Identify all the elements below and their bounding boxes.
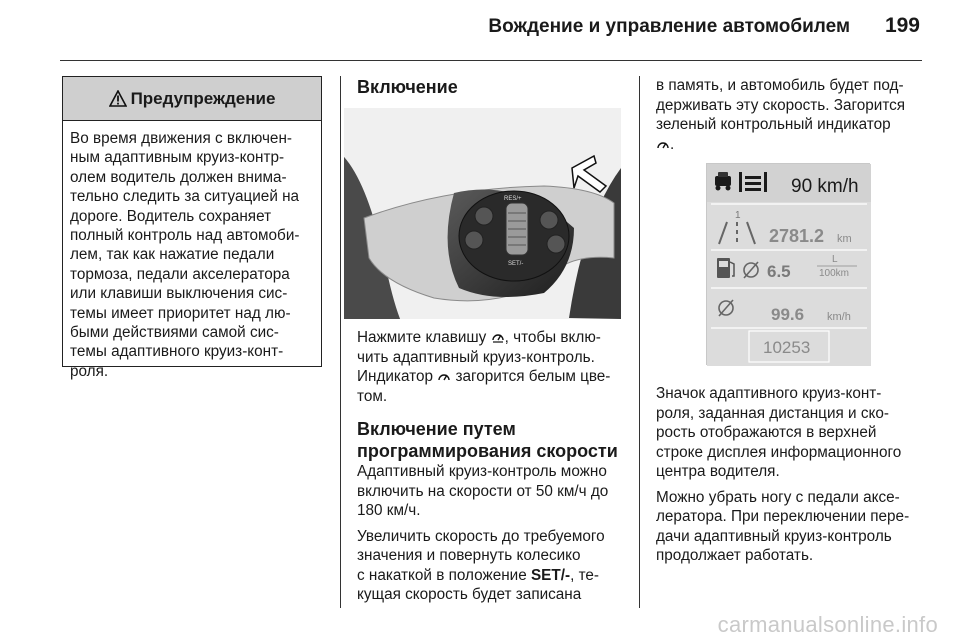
- text-span: включить на скорости от 50 км/ч до: [357, 482, 609, 500]
- warning-line: тельно следить за ситуацией на: [70, 188, 300, 206]
- warning-line: или клавиши выключения сис-: [70, 285, 288, 303]
- res-label: RES/+: [504, 196, 522, 202]
- warning-text: [63, 121, 321, 381]
- text-span: роля, заданная дистанция и ско-: [656, 404, 889, 422]
- text-span: Нажмите клавишу: [357, 329, 491, 346]
- text-span: , те-: [570, 566, 600, 584]
- display-consumption-unit-bottom: 100km: [819, 268, 850, 279]
- text-span: Индикатор: [357, 368, 438, 385]
- warning-triangle-icon: [109, 90, 127, 107]
- text-span: центра водителя.: [656, 463, 780, 480]
- display-odometer: 10253: [763, 338, 811, 357]
- indicator-icon: [437, 370, 451, 382]
- display-speed: 90 km/h: [791, 176, 859, 197]
- memory-paragraph: [656, 76, 936, 154]
- section-heading-activation: Включение: [357, 77, 458, 97]
- set-speed-paragraph: [357, 527, 632, 605]
- display-distance: 2781.2: [769, 226, 825, 246]
- text-span: 180 км/ч.: [357, 502, 421, 519]
- warning-line: быми действиями самой сис-: [70, 324, 279, 342]
- text-span: загорится белым цве-: [451, 368, 611, 385]
- warning-line: олем водитель должен внима-: [70, 168, 287, 186]
- display-avg-speed-unit: km/h: [827, 311, 851, 323]
- display-consumption: 6.5: [767, 262, 791, 281]
- set-control-label: SET/-: [530, 566, 571, 584]
- page-header-title: Вождение и управление автомобилем: [488, 16, 850, 37]
- display-avg-speed: 99.6: [771, 305, 805, 324]
- text-span: держивать эту скорость. Загорится: [656, 96, 906, 114]
- text-span: зеленый контрольный индикатор: [656, 116, 891, 133]
- header-divider: [60, 60, 922, 61]
- text-span: дачи адаптивный круиз-контроль: [656, 527, 892, 545]
- warning-line: дороге. Водитель сохраняет: [70, 207, 272, 225]
- text-span: с накаткой в положение: [357, 566, 531, 584]
- display-gap-level: 1: [735, 210, 741, 221]
- middle-column-body: [357, 328, 632, 611]
- warning-line: темы адаптивного круиз-конт-: [70, 343, 284, 361]
- text-span: Можно убрать ногу с педали аксе-: [656, 488, 900, 506]
- text-span: кущая скорость будет записана: [357, 586, 582, 603]
- right-column-top: [656, 76, 936, 160]
- speed-range-paragraph: [357, 462, 632, 521]
- text-span: , чтобы вклю-: [504, 329, 601, 346]
- display-contents: [707, 164, 871, 366]
- text-span: продолжает работать.: [656, 547, 814, 564]
- middle-column-top: [357, 76, 627, 98]
- warning-line: ным адаптивным круиз-контр-: [70, 149, 285, 167]
- warning-line: лем, так как нажатие педали: [70, 246, 275, 264]
- activation-paragraph: [357, 328, 632, 406]
- display-distance-unit: km: [837, 233, 852, 245]
- right-column-body: [656, 384, 936, 572]
- column-divider-left: [340, 76, 341, 608]
- section-heading-speed-programming: [357, 418, 632, 462]
- text-span: Адаптивный круиз-контроль можно: [357, 463, 607, 480]
- text-span: .: [670, 135, 675, 153]
- steering-wheel-illustration: [344, 108, 621, 319]
- warning-line: тормоза, педали акселератора: [70, 265, 290, 283]
- text-span: Увеличить скорость до требуемого: [357, 527, 605, 545]
- green-indicator-icon: [656, 138, 670, 150]
- page-number: 199: [884, 14, 920, 37]
- text-span: в память, и автомобиль будет под-: [656, 77, 904, 94]
- accelerator-paragraph: [656, 488, 936, 566]
- watermark: carmanualsonline.info: [717, 612, 938, 637]
- warning-title: Предупреждение: [130, 88, 276, 108]
- warning-line: Во время движения с включен-: [70, 130, 292, 147]
- text-span: Значок адаптивного круиз-конт-: [656, 385, 882, 402]
- text-span: значения и повернуть колесико: [357, 547, 581, 564]
- column-divider-right: [639, 76, 640, 608]
- text-span: чить адаптивный круиз-контроль.: [357, 348, 595, 366]
- warning-box: [62, 76, 322, 380]
- warning-line: темы имеет приоритет над лю-: [70, 304, 291, 322]
- text-span: лератора. При переключении пере-: [656, 508, 910, 525]
- text-span: программирования скорости: [357, 441, 618, 461]
- set-label: SET/-: [508, 261, 524, 267]
- warning-line: полный контроль над автомоби-: [70, 227, 300, 245]
- text-span: строке дисплея информационного: [656, 443, 902, 461]
- text-span: Включение путем: [357, 419, 516, 439]
- cruise-control-button-icon: [491, 331, 505, 343]
- warning-header: [63, 77, 321, 121]
- warning-line: роля.: [70, 362, 109, 380]
- text-span: том.: [357, 387, 388, 405]
- driver-info-display: [706, 163, 870, 365]
- display-consumption-unit-top: L: [832, 254, 838, 265]
- steering-wheel-photo: [344, 108, 621, 319]
- display-description-paragraph: [656, 384, 936, 482]
- text-span: рость отображаются в верхней: [656, 424, 877, 441]
